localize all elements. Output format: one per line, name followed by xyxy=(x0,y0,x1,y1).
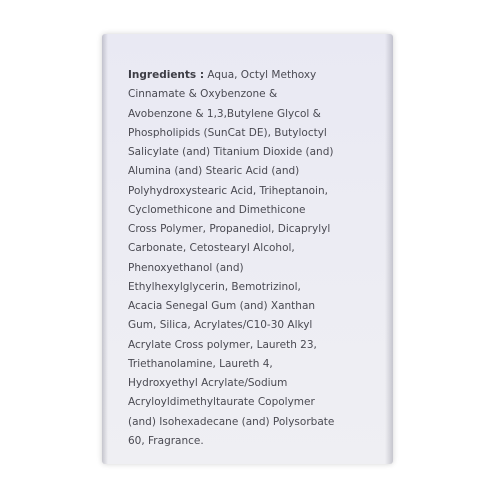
ingredients-line: Cinnamate & Oxybenzone & xyxy=(128,88,278,101)
ingredients-line: Triethanolamine, Laureth 4, xyxy=(128,357,273,370)
ingredients-heading: Ingredients : xyxy=(128,69,205,81)
ingredients-line: Cyclomethicone and Dimethicone xyxy=(128,203,306,216)
ingredients-line: Alumina (and) Stearic Acid (and) xyxy=(128,165,300,178)
ingredients-line: Acrylate Cross polymer, Laureth 23, xyxy=(128,338,317,351)
ingredients-line: Ethylhexylglycerin, Bemotrizinol, xyxy=(128,280,301,293)
ingredients-line: Salicylate (and) Titanium Dioxide (and) xyxy=(128,146,334,158)
ingredients-line: Acryloyldimethyltaurate Copolymer xyxy=(128,396,315,409)
ingredients-line xyxy=(128,66,393,85)
ingredients-line: Carbonate, Cetostearyl Alcohol, xyxy=(128,242,295,255)
ingredients-line: Avobenzone & 1,3,Butylene Glycol & xyxy=(128,107,321,120)
ingredients-line: Acacia Senegal Gum (and) Xanthan xyxy=(128,300,316,312)
ingredients-line-text: Aqua, Octyl Methoxy xyxy=(204,69,317,81)
ingredients-line: Gum, Silica, Acrylates/C10-30 Alkyl xyxy=(128,319,313,332)
ingredients-line: Phospholipids (SunCat DE), Butyloctyl xyxy=(128,126,327,139)
ingredient-label-card xyxy=(102,34,393,464)
ingredients-line: 60, Fragrance. xyxy=(128,434,204,447)
ingredients-line: (and) Isohexadecane (and) Polysorbate xyxy=(128,415,335,428)
ingredients-line: Polyhydroxystearic Acid, Triheptanoin, xyxy=(128,184,328,197)
ingredients-line: Hydroxyethyl Acrylate/Sodium xyxy=(128,377,288,389)
ingredients-line: Phenoxyethanol (and) xyxy=(128,261,244,274)
ingredients-text-block xyxy=(128,66,393,451)
card-edge-shadow-left xyxy=(102,34,108,464)
ingredients-line: Cross Polymer, Propanediol, Dicaprylyl xyxy=(128,223,331,235)
